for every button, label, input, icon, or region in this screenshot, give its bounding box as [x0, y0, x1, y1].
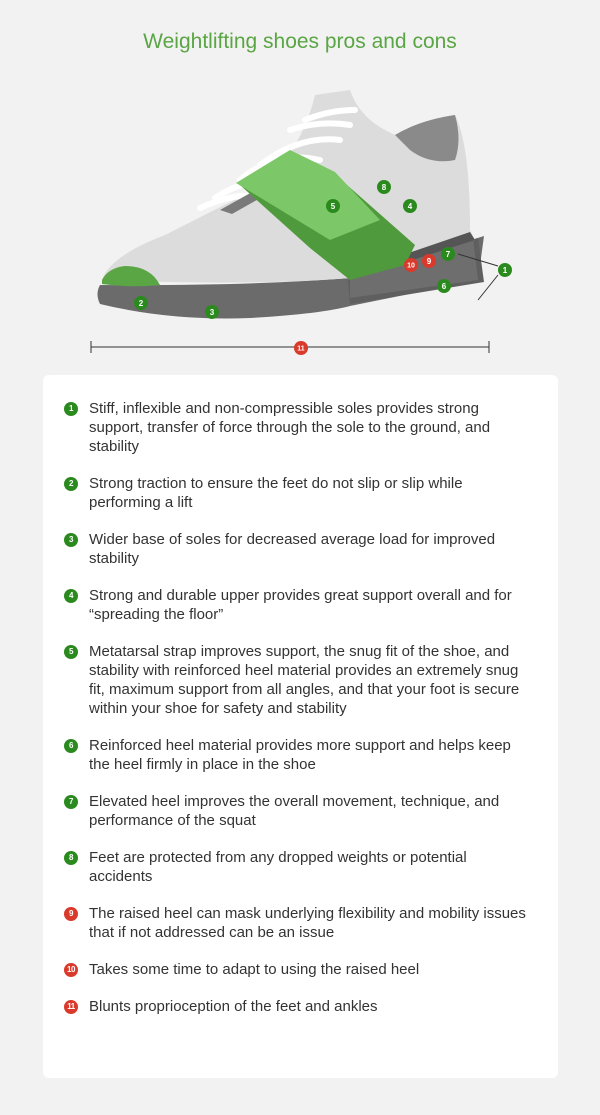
- list-item-text: Feet are protected from any dropped weights or potential accidents: [89, 849, 467, 885]
- callout-7: [441, 247, 455, 261]
- list-item: [64, 960, 534, 979]
- list-item: [64, 736, 534, 774]
- svg-text:8: 8: [381, 183, 387, 192]
- list-item: [64, 997, 534, 1016]
- list-item-text: Reinforced heel material provides more support and helps keep the heel firmly in place in the shoe: [89, 737, 511, 773]
- list-item-text: The raised heel can mask underlying flexibility and mobility issues that if not addressed can be an issue: [89, 905, 526, 941]
- pros-cons-list: [64, 399, 534, 1034]
- callout-9: [422, 254, 436, 268]
- callout-6: [437, 279, 451, 293]
- svg-text:6: 6: [441, 282, 447, 291]
- pro-number-badge: 7: [64, 795, 78, 809]
- svg-text:11: 11: [297, 345, 305, 353]
- list-item: [64, 586, 534, 624]
- callout-8: [377, 180, 391, 194]
- width-bracket: [91, 341, 489, 355]
- callout-3: [205, 305, 219, 319]
- list-item: [64, 848, 534, 886]
- svg-text:1: 1: [502, 266, 508, 275]
- con-number-badge: 10: [64, 963, 78, 977]
- list-item: [64, 530, 534, 568]
- pro-number-badge: 4: [64, 589, 78, 603]
- shoe-diagram: [0, 80, 600, 370]
- svg-text:7: 7: [445, 250, 451, 259]
- pro-number-badge: 5: [64, 645, 78, 659]
- callout-2: [134, 296, 148, 310]
- list-item-text: Wider base of soles for decreased average load for improved stability: [89, 531, 496, 567]
- list-item-text: Takes some time to adapt to using the raised heel: [89, 961, 420, 978]
- list-item-text: Elevated heel improves the overall movement, technique, and performance of the squat: [89, 793, 500, 829]
- list-item: [64, 474, 534, 512]
- pros-cons-card: [43, 375, 558, 1078]
- list-item-text: Stiff, inflexible and non-compressible soles provides strong support, transfer of force through the sole to the ground, and stability: [89, 400, 491, 455]
- pro-number-badge: 3: [64, 533, 78, 547]
- list-item-text: Blunts proprioception of the feet and ankles: [89, 998, 378, 1015]
- pro-number-badge: 6: [64, 739, 78, 753]
- list-item: [64, 792, 534, 830]
- list-item: [64, 399, 534, 456]
- svg-text:9: 9: [426, 257, 432, 266]
- callout-4: [403, 199, 417, 213]
- callout-10: [404, 258, 418, 272]
- con-number-badge: 9: [64, 907, 78, 921]
- pro-number-badge: 8: [64, 851, 78, 865]
- shoe-illustration: [0, 80, 600, 370]
- pro-number-badge: 1: [64, 402, 78, 416]
- callout-5: [326, 199, 340, 213]
- list-item-text: Strong traction to ensure the feet do not slip or slip while performing a lift: [89, 475, 463, 511]
- list-item-text: Strong and durable upper provides great support overall and for “spreading the floor”: [89, 587, 512, 623]
- pro-number-badge: 2: [64, 477, 78, 491]
- svg-text:10: 10: [407, 262, 415, 270]
- list-item: [64, 642, 534, 718]
- svg-text:3: 3: [209, 308, 215, 317]
- svg-text:2: 2: [138, 299, 144, 308]
- svg-text:4: 4: [407, 202, 413, 211]
- svg-text:5: 5: [330, 202, 336, 211]
- list-item-text: Metatarsal strap improves support, the snug fit of the shoe, and stability with reinforced heel material provides an extremely snug fit, maximum support from all angles, and that your foot is secure within your shoe for safety and stability: [89, 643, 520, 717]
- page-title: Weightlifting shoes pros and cons: [143, 30, 457, 53]
- list-item: [64, 904, 534, 942]
- con-number-badge: 11: [64, 1000, 78, 1014]
